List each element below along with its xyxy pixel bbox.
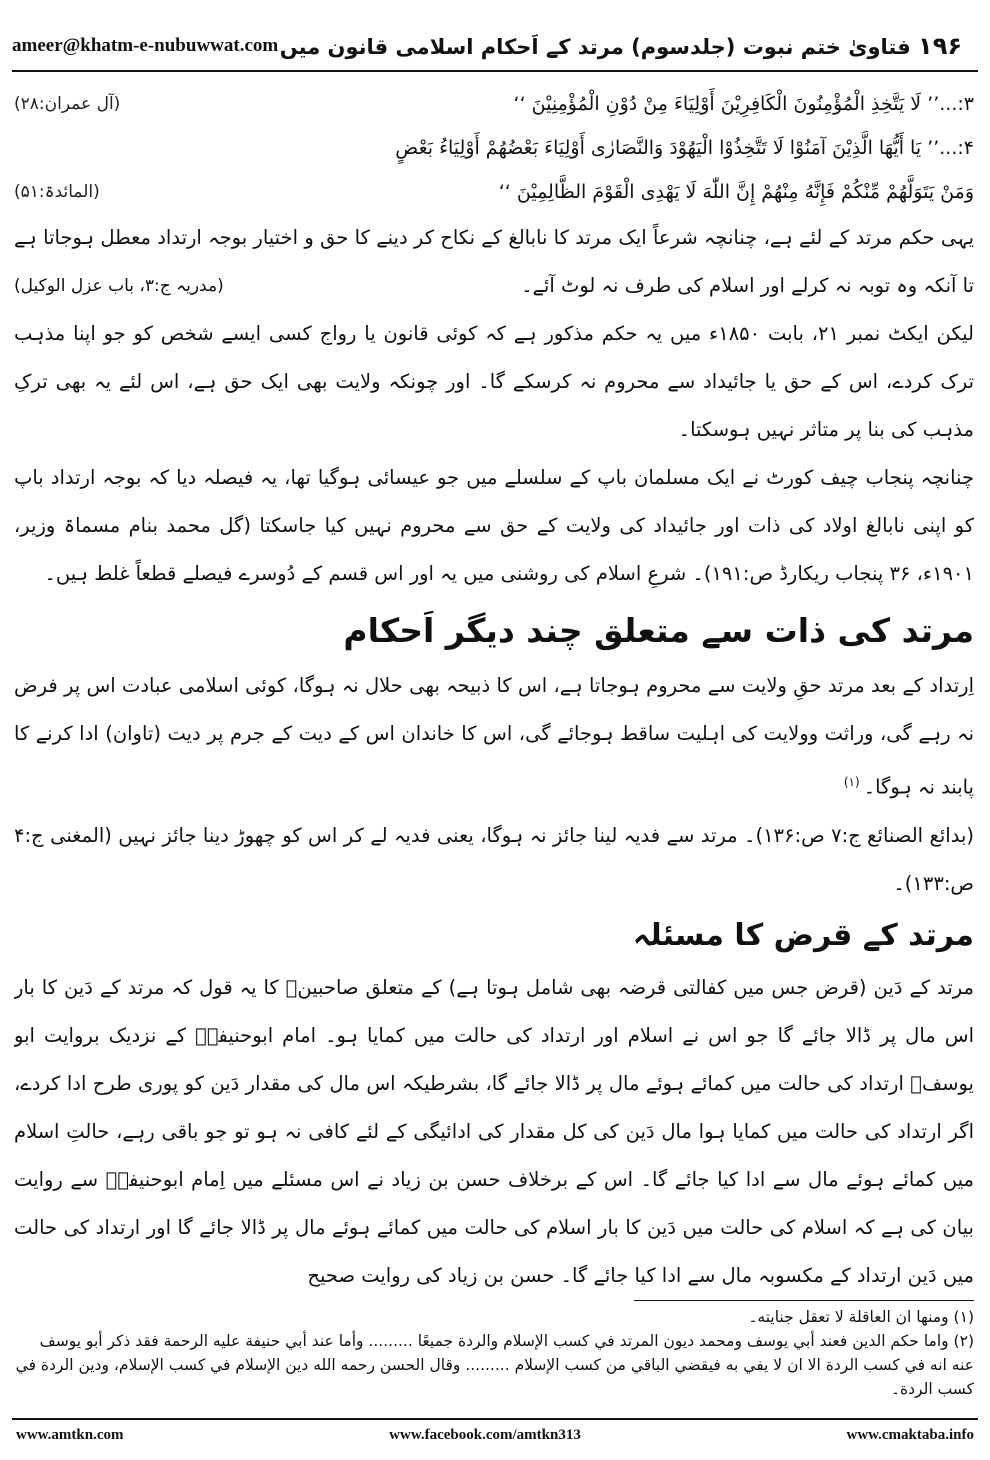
book-title: فتاویٰ ختم نبوت (جلدسوم) مرتد کے اَحکام اسلامی قانون میں	[279, 35, 911, 59]
paragraph-text: اِرتداد کے بعد مرتد حقِ ولایت سے محروم ہوجاتا ہے، اس کا ذبیحہ بھی حلال نہ ہوگا، کوئی اسلامی عبادت اس پر فرض نہ رہے گی، وراثت وولایت کی اہلیت ساقط ہوجائے گی، اس کا خاندان اس کے دیت کے جرم پر دیت (تاوان) ادا کرنے کا پابند نہ ہوگا۔	[14, 674, 974, 799]
section-heading: مرتد کی ذات سے متعلق چند دیگر اَحکام	[343, 611, 974, 650]
header-rule	[12, 70, 978, 72]
quran-verse	[14, 126, 974, 170]
verse-text: ۳:...’’ لَا یَتَّخِذِ الْمُؤْمِنُونَ الْکَافِرِیْنَ أَوْلِیَاءَ مِنْ دُوْنِ الْمُؤْمِنِیْنَ ‘‘	[513, 93, 974, 115]
paragraph	[14, 214, 974, 310]
quran-verse	[14, 170, 974, 214]
section-heading: مرتد کے قرض کا مسئلہ	[632, 917, 974, 953]
verse-reference: (المائدۃ:۵۱)	[14, 182, 100, 202]
paragraph-text: یہی حکم مرتد کے لئے ہے، چنانچہ شرعاً ایک مرتد کا نابالغ کے نکاح کر دینے کا حق و اختیار بوجہ ارتداد معطل ہوجاتا ہے تا آنکہ وہ توبہ نہ کرلے اور اسلام کی طرف نہ لوٹ آئے۔	[14, 226, 974, 297]
footnote: (۲) واما حكم الدين فعند أبي يوسف ومحمد ديون المرتد في كسب الإسلام والردة جميعًا ......... وأما عند أبي حنيفة عليه الرحمة فقد ذكر أبو يوسف عنه انه في كسب الردة الا ان لا يفي به فيقضي الباقي من كسب الإسلام ......... وقال الحسن رحمه الله دين الإسلام في كسب الإسلام، ودين الردة في كسب الردة۔	[15, 1332, 974, 1398]
paragraph: (بدائع الصنائع ج:۷ ص:۱۳۶)۔ مرتد سے فدیہ لینا جائز نہ ہوگا، یعنی فدیہ لے کر اس کو چھوڑ دینا جائز نہیں (المغنی ج:۴ ص:۱۳۳)۔	[14, 823, 974, 895]
footnote: (۱) ومنها ان العاقلة لا تعقل جنايته۔	[748, 1308, 974, 1326]
page-footer	[16, 1422, 974, 1448]
paragraph: مرتد کے دَین (قرض جس میں کفالتی قرضہ بھی شامل ہوتا ہے) کے متعلق صاحبینؒ کا یہ قول کہ مرتد کے دَین کا بار اس مال پر ڈالا جائے گا جو اس نے اسلام اور ارتداد کی حالت میں کمایا ہو۔ امام ابوحنیفہؒ کے نزدیک بروایت ابو یوسفؒ ارتداد کی حالت میں کمائے ہوئے مال پر ڈالا جائے گا، بشرطیکہ اس مال کی مقدار دَین کو پوری طرح ادا کردے، اگر ارتداد کی حالت میں کمایا ہوا مال دَین کی کل مقدار کی ادائیگی کے لئے کافی نہ ہو تو جو باقی رہے، حالتِ اسلام میں کمائے ہوئے مال سے ادا کیا جائے گا۔ اس کے برخلاف حسن بن زیاد نے اس مسئلے میں اِمام ابوحنیفہؒ سے روایت بیان کی ہے کہ اسلام کی حالت میں دَین کا بار اسلام کی حالت میں کمائے ہوئے مال پر ڈالا جائے گا اور ارتداد کی حالت میں دَین ارتداد کے مکسوبہ مال سے ادا کیا جائے گا۔ حسن بن زیاد کی روایت صحیح	[14, 975, 974, 1287]
verse-text: وَمَنْ یَتَوَلَّهُمْ مِّنْکُمْ فَإِنَّهُ مِنْهُمْ إِنَّ اللّٰهَ لَا یَهْدِی الْقَوْمَ الظَّالِمِیْنَ ‘‘	[498, 181, 974, 203]
paragraph: چنانچہ پنجاب چیف کورٹ نے ایک مسلمان باپ کے سلسلے میں جو عیسائی ہوگیا تھا، یہ فیصلہ دیا کہ بوجہ ارتداد باپ کو اپنی نابالغ اولاد کی ذات اور جائیداد کی ولایت کے حق سے محروم نہیں کیا جاسکتا (گل محمد بنام مسماۃ وزیر، ۱۹۰۱ء، ۳۶ پنجاب ریکارڈ ص:۱۹۱)۔ شرعِ اسلام کی روشنی میں یہ اور اس قسم کے دُوسرے فیصلے قطعاً غلط ہیں۔	[14, 466, 974, 585]
footer-link-cmaktaba[interactable]: www.cmaktaba.info	[846, 1426, 974, 1443]
page-number: ۱۹۶	[918, 32, 962, 60]
verse-reference: (آل عمران:۲۸)	[14, 94, 121, 114]
citation: (مدریہ ج:۳، باب عزل الوکیل)	[14, 276, 224, 296]
header-book-title	[280, 32, 978, 60]
page-header	[12, 24, 978, 68]
footnotes	[14, 1305, 974, 1401]
header-email[interactable]: ameer@khatm-e-nubuwwat.com	[12, 35, 279, 56]
verse-text: ۴:...’’ یَا أَیُّهَا الَّذِیْنَ آمَنُوْا لَا تَتَّخِذُوْا الْیَهُوْدَ وَالنَّصَارٰی أَوْلِیَاءَ بَعْضُهُمْ أَوْلِیَاءُ بَعْضٍ	[395, 137, 974, 159]
paragraph	[14, 662, 974, 812]
footer-link-amtkn[interactable]: www.amtkn.com	[16, 1426, 124, 1443]
footnote-marker: (۱)	[843, 775, 860, 789]
footnote-rule	[634, 1300, 974, 1301]
paragraph: لیکن ایکٹ نمبر ۲۱، بابت ۱۸۵۰ء میں یہ حکم مذکور ہے کہ کوئی قانون یا رواج کسی ایسے شخص کو جو اپنا مذہب ترک کردے، اس کے حق یا جائیداد سے محروم نہ کرسکے گا۔ اور چونکہ ولایت بھی ایک حق ہے، اس لئے یہ بھی ترکِ مذہب کی بنا پر متاثر نہیں ہوسکتا۔	[14, 322, 974, 441]
page-body	[14, 82, 974, 1297]
quran-verse	[14, 82, 974, 126]
footer-link-facebook[interactable]: www.facebook.com/amtkn313	[389, 1426, 581, 1443]
footer-rule	[12, 1418, 978, 1420]
